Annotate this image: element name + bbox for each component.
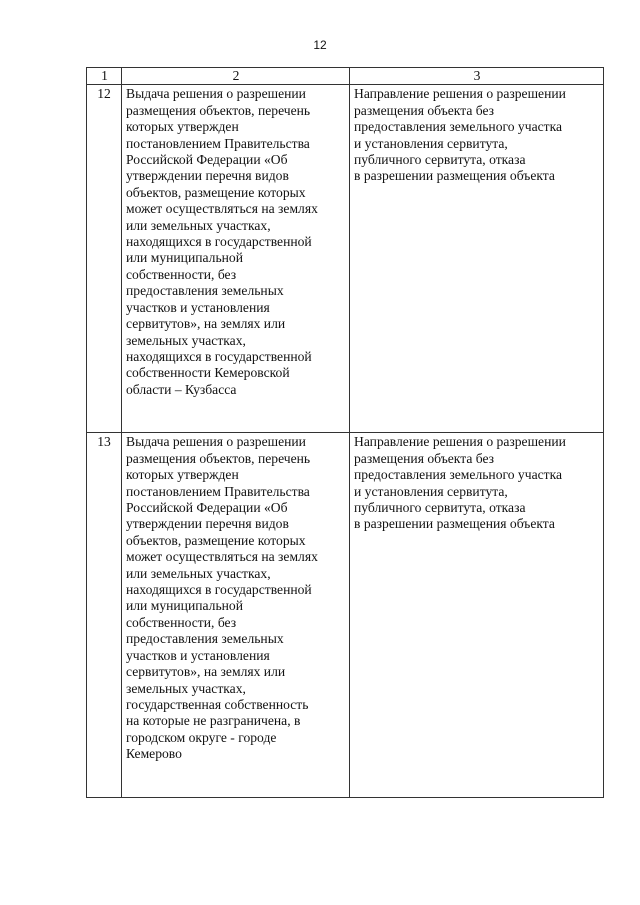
table-row	[87, 433, 604, 798]
service-description: Выдача решения о разрешении размещения объектов, перечень которых утвержден постановлением Правительства Российской Федерации «Об утверждении перечня видов объектов, размещение которых может осуществляться на землях или земельных участках, находящихся в государственной или муниципальной собственности, без предоставления земельных участков и установления сервитутов», на землях или земельных участках, находящихся в государственной собственности Кемеровской области – Кузбасса	[122, 85, 350, 433]
table-header-row	[87, 68, 604, 85]
row-number: 13	[87, 433, 122, 798]
column-header-2: 2	[122, 68, 350, 85]
table-row	[87, 85, 604, 433]
service-result: Направление решения о разрешении размещения объекта без предоставления земельного участка и установления сервитута, публичного сервитута, отказа в разрешении размещения объекта	[350, 85, 604, 433]
row-number: 12	[87, 85, 122, 433]
service-result: Направление решения о разрешении размещения объекта без предоставления земельного участка и установления сервитута, публичного сервитута, отказа в разрешении размещения объекта	[350, 433, 604, 798]
service-description: Выдача решения о разрешении размещения объектов, перечень которых утвержден постановлением Правительства Российской Федерации «Об утверждении перечня видов объектов, размещение которых может осуществляться на землях или земельных участках, находящихся в государственной или муниципальной собственности, без предоставления земельных участков и установления сервитутов», на землях или земельных участках, государственная собственность на которые не разграничена, в городском округе - городе Кемерово	[122, 433, 350, 798]
column-header-1: 1	[87, 68, 122, 85]
services-table	[86, 67, 604, 798]
page-number: 12	[313, 38, 327, 52]
column-header-3: 3	[350, 68, 604, 85]
